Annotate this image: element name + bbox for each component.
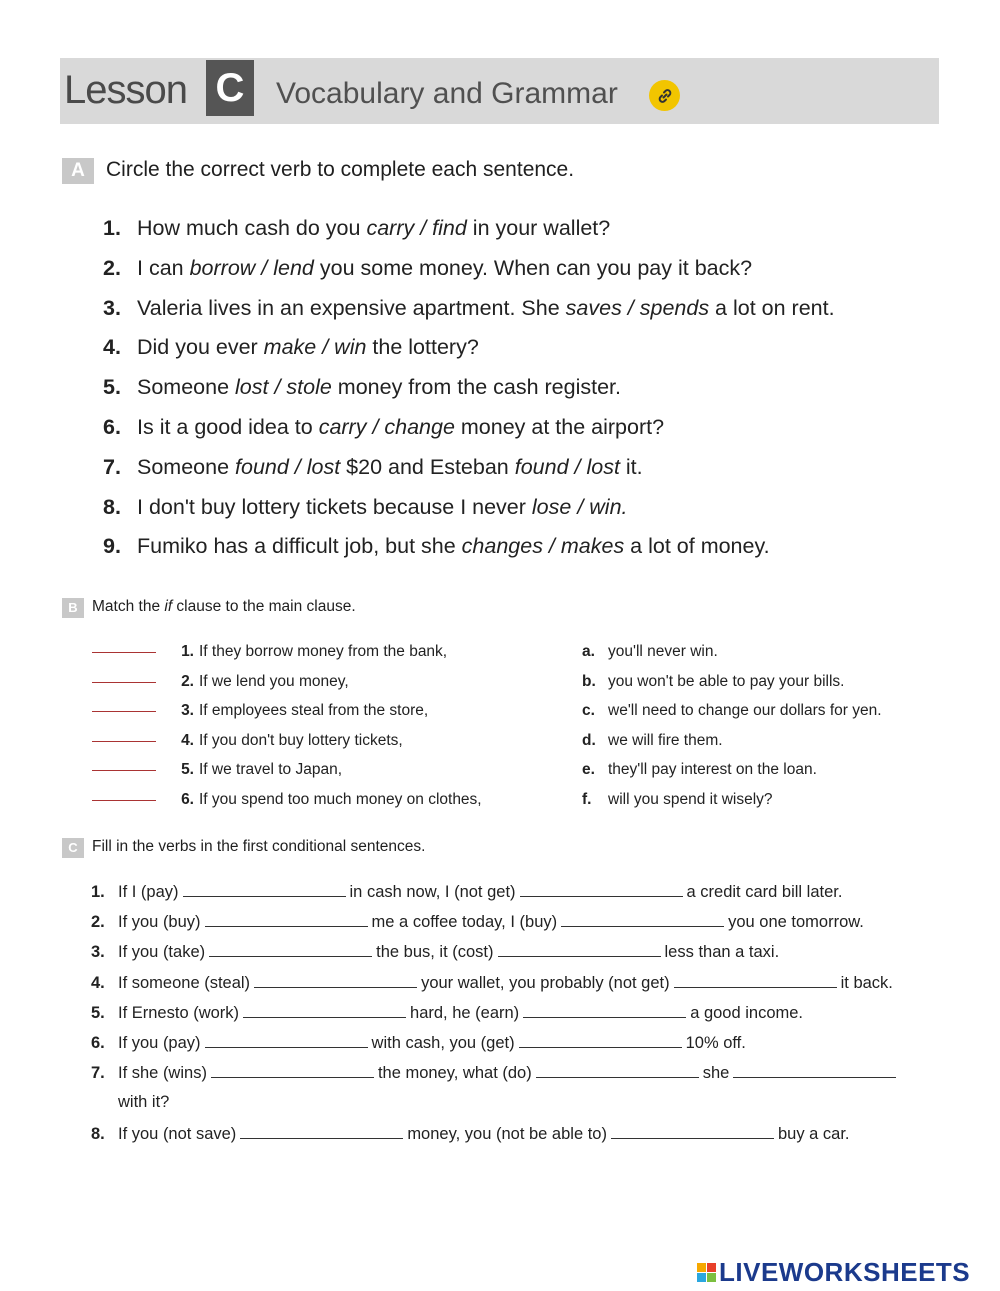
answer-blank[interactable] bbox=[240, 1124, 403, 1139]
sentence-text: If she (wins) bbox=[118, 1064, 207, 1083]
verb-choice[interactable]: make / win bbox=[263, 335, 367, 360]
answer-blank[interactable] bbox=[523, 1003, 686, 1018]
item-number: 4. bbox=[103, 335, 121, 360]
main-clause-item bbox=[582, 643, 718, 661]
answer-blank[interactable] bbox=[520, 882, 683, 897]
sentence-text: Is it a good idea to bbox=[137, 415, 319, 439]
fill-in-item bbox=[91, 1003, 803, 1023]
sentence-text: buy a car. bbox=[777, 1124, 850, 1143]
item-number: 5. bbox=[103, 375, 121, 400]
sentence-text: your wallet, you probably (not get) bbox=[421, 973, 670, 992]
instruction-text: clause to the main clause. bbox=[172, 598, 356, 615]
sentence-text: less than a taxi. bbox=[664, 943, 780, 962]
lesson-title: Vocabulary and Grammar bbox=[276, 77, 618, 110]
item-number: 5. bbox=[181, 761, 194, 779]
if-clause-text: If we travel to Japan, bbox=[199, 761, 343, 779]
verb-choice[interactable]: borrow / lend bbox=[189, 255, 314, 280]
sentence-text: If you (take) bbox=[118, 943, 206, 962]
sentence-text: it back. bbox=[840, 973, 893, 992]
item-number: 4. bbox=[181, 731, 194, 749]
item-number: 3. bbox=[91, 943, 105, 962]
sentence-item bbox=[103, 415, 664, 440]
item-number: 1. bbox=[181, 643, 194, 660]
answer-blank[interactable] bbox=[561, 912, 724, 927]
main-clause-item bbox=[582, 732, 723, 750]
fill-in-item bbox=[91, 1124, 850, 1144]
fill-in-item bbox=[91, 942, 779, 962]
item-number: 3. bbox=[181, 702, 194, 720]
main-clause-item bbox=[582, 673, 844, 691]
fill-in-item bbox=[91, 1063, 900, 1083]
item-letter: e. bbox=[582, 761, 595, 779]
item-number: 4. bbox=[91, 973, 105, 992]
answer-blank[interactable] bbox=[254, 973, 417, 988]
sentence-text: Someone bbox=[137, 454, 236, 479]
section-b-badge: B bbox=[62, 598, 84, 618]
verb-choice[interactable]: found / lost bbox=[235, 454, 341, 479]
if-clause-item bbox=[92, 791, 482, 809]
verb-choice[interactable]: carry / find bbox=[366, 216, 467, 240]
answer-blank[interactable] bbox=[498, 942, 661, 957]
sentence-text: in your wallet? bbox=[466, 216, 611, 240]
verb-choice[interactable]: saves / spends bbox=[565, 295, 710, 320]
item-number: 9. bbox=[103, 534, 121, 559]
answer-blank[interactable] bbox=[205, 1033, 368, 1048]
verb-choice[interactable]: found / lost bbox=[514, 454, 620, 479]
answer-blank[interactable] bbox=[92, 651, 156, 653]
if-clause-item bbox=[92, 702, 428, 720]
item-letter: a. bbox=[582, 643, 595, 660]
logo-square bbox=[697, 1263, 706, 1272]
item-number: 6. bbox=[181, 791, 194, 808]
if-clause-item bbox=[92, 643, 447, 661]
sentence-text: the money, what (do) bbox=[377, 1064, 532, 1083]
item-number: 6. bbox=[91, 1034, 105, 1052]
sentence-item bbox=[103, 256, 752, 281]
logo-square bbox=[697, 1273, 706, 1282]
logo-mark-icon bbox=[697, 1263, 716, 1282]
sentence-text: a lot on rent. bbox=[709, 295, 835, 320]
sentence-text: she bbox=[702, 1064, 730, 1083]
sentence-item bbox=[103, 296, 835, 321]
sentence-text: If someone (steal) bbox=[118, 973, 251, 992]
lesson-letter-badge: C bbox=[206, 60, 254, 116]
answer-blank[interactable] bbox=[92, 769, 156, 771]
answer-blank[interactable] bbox=[536, 1063, 699, 1078]
section-a-instruction: Circle the correct verb to complete each sentence. bbox=[106, 158, 575, 181]
sentence-text: money from the cash register. bbox=[331, 375, 621, 400]
sentence-item bbox=[103, 495, 628, 520]
sentence-item bbox=[103, 534, 770, 559]
item-number: 7. bbox=[103, 454, 121, 479]
brand-name: LIVEWORKSHEETS bbox=[719, 1256, 971, 1287]
sentence-text: a credit card bill later. bbox=[686, 883, 843, 901]
answer-blank[interactable] bbox=[92, 710, 156, 712]
sentence-text: with cash, you (get) bbox=[371, 1034, 515, 1052]
if-clause-text: If employees steal from the store, bbox=[199, 702, 429, 720]
instruction-italic: if bbox=[164, 598, 173, 615]
sentence-text: with it? bbox=[118, 1093, 170, 1112]
item-number: 3. bbox=[103, 295, 121, 320]
sentence-text: I don't buy lottery tickets because I never bbox=[137, 494, 532, 519]
item-number: 6. bbox=[103, 415, 121, 439]
answer-blank[interactable] bbox=[205, 912, 368, 927]
sentence-text: If you (buy) bbox=[118, 913, 201, 932]
main-clause-text: you'll never win. bbox=[608, 643, 718, 660]
sentence-text: a good income. bbox=[690, 1003, 804, 1022]
sentence-item bbox=[103, 335, 479, 360]
sentence-item bbox=[103, 375, 621, 400]
item-number: 8. bbox=[103, 494, 121, 519]
sentence-text: you some money. When can you pay it back? bbox=[313, 255, 753, 280]
answer-blank[interactable] bbox=[243, 1003, 406, 1018]
main-clause-text: we'll need to change our dollars for yen. bbox=[608, 702, 882, 720]
item-letter: d. bbox=[582, 731, 596, 749]
fill-in-item bbox=[91, 1033, 746, 1053]
answer-blank[interactable] bbox=[519, 1033, 682, 1048]
sentence-text: $20 and Esteban bbox=[340, 454, 515, 479]
sentence-text: If you (pay) bbox=[118, 1034, 201, 1052]
main-clause-item bbox=[582, 702, 882, 720]
sentence-item bbox=[103, 216, 610, 241]
answer-blank[interactable] bbox=[92, 740, 156, 742]
sentence-text: the lottery? bbox=[366, 335, 479, 360]
item-number: 2. bbox=[103, 255, 121, 280]
fill-in-item bbox=[91, 912, 864, 932]
item-letter: c. bbox=[582, 702, 595, 720]
logo-square bbox=[707, 1273, 716, 1282]
lesson-word: Lesson bbox=[64, 68, 187, 112]
sentence-text: If Ernesto (work) bbox=[118, 1003, 240, 1022]
sentence-text: me a coffee today, I (buy) bbox=[371, 913, 558, 932]
sentence-text: Valeria lives in an expensive apartment. She bbox=[137, 295, 566, 320]
item-number: 8. bbox=[91, 1124, 105, 1143]
answer-blank[interactable] bbox=[183, 882, 346, 897]
link-icon[interactable] bbox=[649, 80, 680, 111]
sentence-item bbox=[103, 455, 643, 480]
item-letter: b. bbox=[582, 672, 596, 690]
item-number: 7. bbox=[91, 1064, 105, 1083]
answer-blank[interactable] bbox=[611, 1124, 774, 1139]
if-clause-item bbox=[92, 732, 403, 750]
item-letter: f. bbox=[582, 791, 592, 808]
main-clause-item bbox=[582, 761, 817, 779]
if-clause-text: If you don't buy lottery tickets, bbox=[199, 731, 403, 749]
fill-in-continuation bbox=[118, 1093, 169, 1112]
main-clause-text: will you spend it wisely? bbox=[608, 791, 773, 808]
sentence-text: If you (not save) bbox=[118, 1124, 237, 1143]
logo-square bbox=[707, 1263, 716, 1272]
liveworksheets-logo bbox=[697, 1258, 970, 1286]
main-clause-text: you won't be able to pay your bills. bbox=[608, 672, 845, 690]
sentence-text: money, you (not be able to) bbox=[407, 1124, 607, 1143]
sentence-text: How much cash do you bbox=[137, 216, 367, 240]
verb-choice[interactable]: changes / makes bbox=[461, 534, 625, 559]
sentence-text: Did you ever bbox=[137, 335, 264, 360]
fill-in-item bbox=[91, 882, 842, 902]
section-b-instruction bbox=[92, 598, 356, 616]
item-number: 1. bbox=[103, 216, 121, 240]
if-clause-text: If we lend you money, bbox=[199, 672, 349, 690]
sentence-text: you one tomorrow. bbox=[728, 913, 864, 932]
section-a-badge: A bbox=[62, 158, 94, 184]
section-c-badge: C bbox=[62, 838, 84, 858]
verb-choice[interactable]: lose / win. bbox=[531, 494, 628, 519]
sentence-text: Fumiko has a difficult job, but she bbox=[137, 534, 462, 559]
sentence-text: I can bbox=[137, 255, 190, 280]
main-clause-text: we will fire them. bbox=[608, 731, 723, 749]
main-clause-text: they'll pay interest on the loan. bbox=[608, 761, 817, 779]
sentence-text: Someone bbox=[137, 375, 236, 400]
item-number: 2. bbox=[181, 672, 194, 690]
fill-in-item bbox=[91, 973, 893, 993]
verb-choice[interactable]: carry / change bbox=[318, 415, 455, 439]
sentence-text: 10% off. bbox=[685, 1034, 746, 1052]
item-number: 2. bbox=[91, 913, 105, 932]
section-c-instruction: Fill in the verbs in the first conditional sentences. bbox=[92, 838, 426, 855]
sentence-text: hard, he (earn) bbox=[410, 1003, 520, 1022]
sentence-text: If I (pay) bbox=[118, 883, 179, 901]
answer-blank[interactable] bbox=[92, 681, 156, 683]
answer-blank[interactable] bbox=[92, 799, 156, 801]
instruction-text: Match the bbox=[92, 598, 165, 615]
if-clause-item bbox=[92, 761, 342, 779]
item-number: 1. bbox=[91, 883, 105, 901]
answer-blank[interactable] bbox=[733, 1063, 896, 1078]
sentence-text: in cash now, I (not get) bbox=[349, 883, 516, 901]
answer-blank[interactable] bbox=[211, 1063, 374, 1078]
if-clause-text: If they borrow money from the bank, bbox=[199, 643, 448, 660]
answer-blank[interactable] bbox=[674, 973, 837, 988]
verb-choice[interactable]: lost / stole bbox=[235, 375, 332, 400]
lesson-header bbox=[60, 58, 939, 124]
sentence-text: it. bbox=[619, 454, 643, 479]
item-number: 5. bbox=[91, 1003, 105, 1022]
sentence-text: the bus, it (cost) bbox=[376, 943, 494, 962]
sentence-text: money at the airport? bbox=[454, 415, 665, 439]
answer-blank[interactable] bbox=[209, 942, 372, 957]
main-clause-item bbox=[582, 791, 773, 809]
if-clause-text: If you spend too much money on clothes, bbox=[199, 791, 482, 808]
if-clause-item bbox=[92, 673, 349, 691]
sentence-text: a lot of money. bbox=[624, 534, 770, 559]
